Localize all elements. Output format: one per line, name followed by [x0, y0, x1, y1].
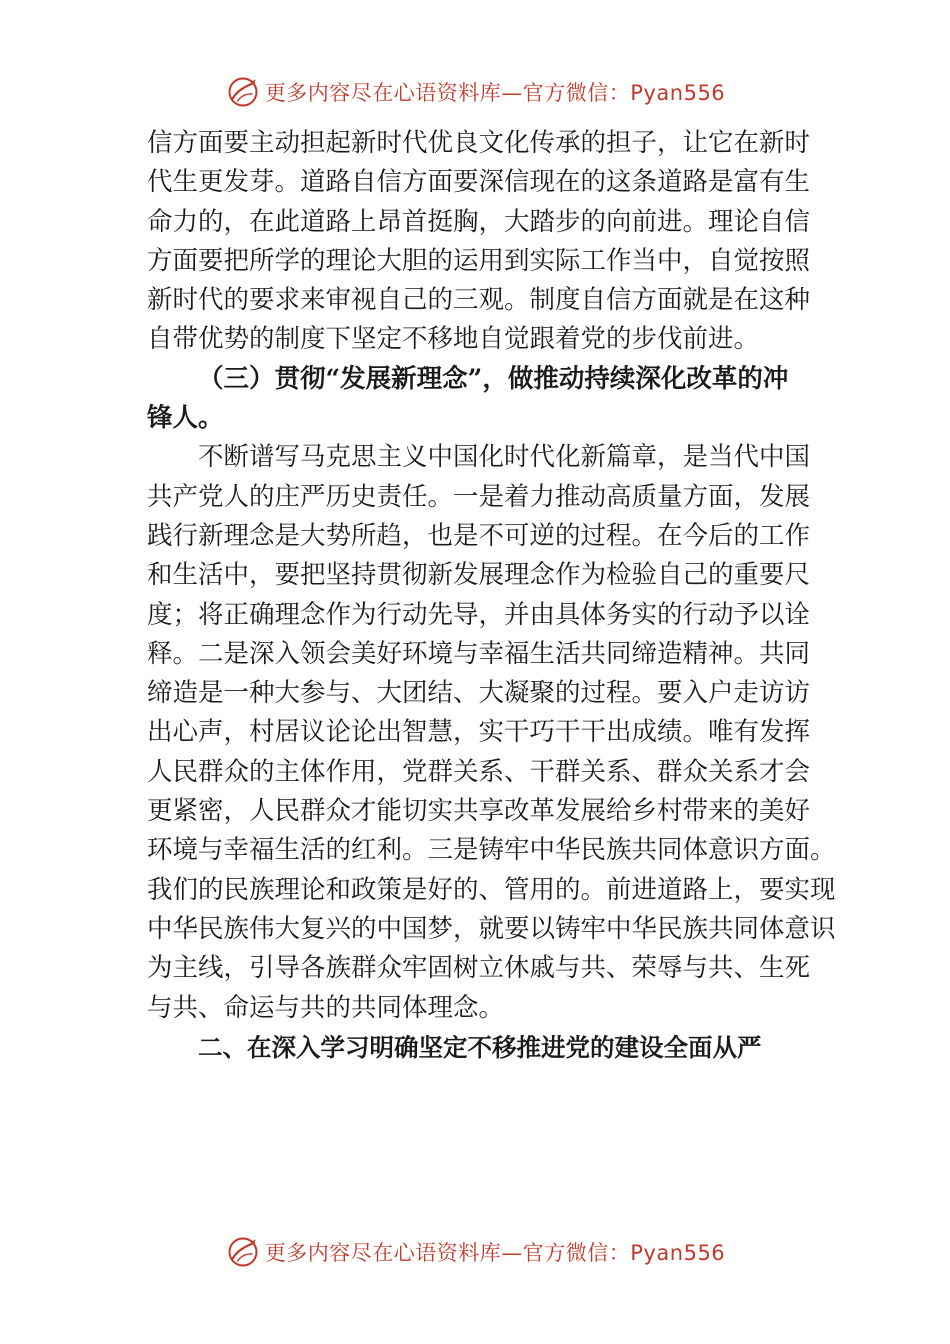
paragraph-line: 与共、命运与共的共同体理念。 [147, 992, 505, 1023]
paragraph-line: 释。二是深入领会美好环境与幸福生活共同缔造精神。共同 [147, 638, 811, 669]
paragraph-line: 新时代的要求来审视自己的三观。制度自信方面就是在这种 [147, 285, 811, 316]
pen-swirl-logo-icon [225, 74, 261, 110]
paragraph-line: 代生更发芽。道路自信方面要深信现在的这条道路是富有生 [147, 167, 811, 198]
paragraph-line: 缔造是一种大参与、大团结、大凝聚的过程。要入户走访访 [147, 678, 811, 709]
watermark-text: 更多内容尽在心语资料库—官方微信：Pyan556 [264, 1241, 726, 1265]
header-watermark [0, 72, 950, 112]
section-subheading-continued: 锋人。 [147, 403, 224, 434]
paragraph-line: 中华民族伟大复兴的中国梦，就要以铸牢中华民族共同体意识 [147, 913, 836, 944]
paragraph-line: 人民群众的主体作用，党群关系、干群关系、群众关系才会 [147, 756, 811, 787]
paragraph-line: 信方面要主动担起新时代优良文化传承的担子，让它在新时 [147, 128, 811, 158]
pen-swirl-logo-icon [225, 1234, 261, 1270]
paragraph-line: 度；将正确理念作为行动先导，并由具体务实的行动予以诠 [147, 599, 811, 630]
section-subheading: （三）贯彻“发展新理念”，做推动持续深化改革的冲 [198, 363, 789, 394]
footer-watermark [0, 1232, 950, 1272]
paragraph-line: 命力的，在此道路上昂首挺胸，大踏步的向前进。理论自信 [147, 206, 811, 237]
paragraph-line: 和生活中，要把坚持贯彻新发展理念作为检验自己的重要尺 [147, 560, 811, 591]
paragraph-line: 不断谱写马克思主义中国化时代化新篇章，是当代中国 [198, 442, 811, 473]
paragraph-line: 环境与幸福生活的红利。三是铸牢中华民族共同体意识方面。 [147, 835, 836, 866]
paragraph-line: 更紧密，人民群众才能切实共享改革发展给乡村带来的美好 [147, 796, 811, 827]
document-body [147, 124, 837, 1067]
paragraph-line: 共产党人的庄严历史责任。一是着力推动高质量方面，发展 [147, 481, 811, 512]
paragraph-line: 出心声，村居议论论出智慧，实干巧干干出成绩。唯有发挥 [147, 717, 811, 748]
paragraph-line: 方面要把所学的理论大胆的运用到实际工作当中，自觉按照 [147, 245, 811, 276]
paragraph-line: 践行新理念是大势所趋，也是不可逆的过程。在今后的工作 [147, 520, 811, 551]
paragraph-line: 自带优势的制度下坚定不移地自觉跟着党的步伐前进。 [147, 324, 760, 355]
paragraph-line: 我们的民族理论和政策是好的、管用的。前进道路上，要实现 [147, 874, 836, 905]
paragraph-line: 为主线，引导各族群众牢固树立休戚与共、荣辱与共、生死 [147, 953, 811, 984]
section-heading: 二、在深入学习明确坚定不移推进党的建设全面从严 [198, 1032, 762, 1062]
watermark-text: 更多内容尽在心语资料库—官方微信：Pyan556 [264, 81, 726, 105]
